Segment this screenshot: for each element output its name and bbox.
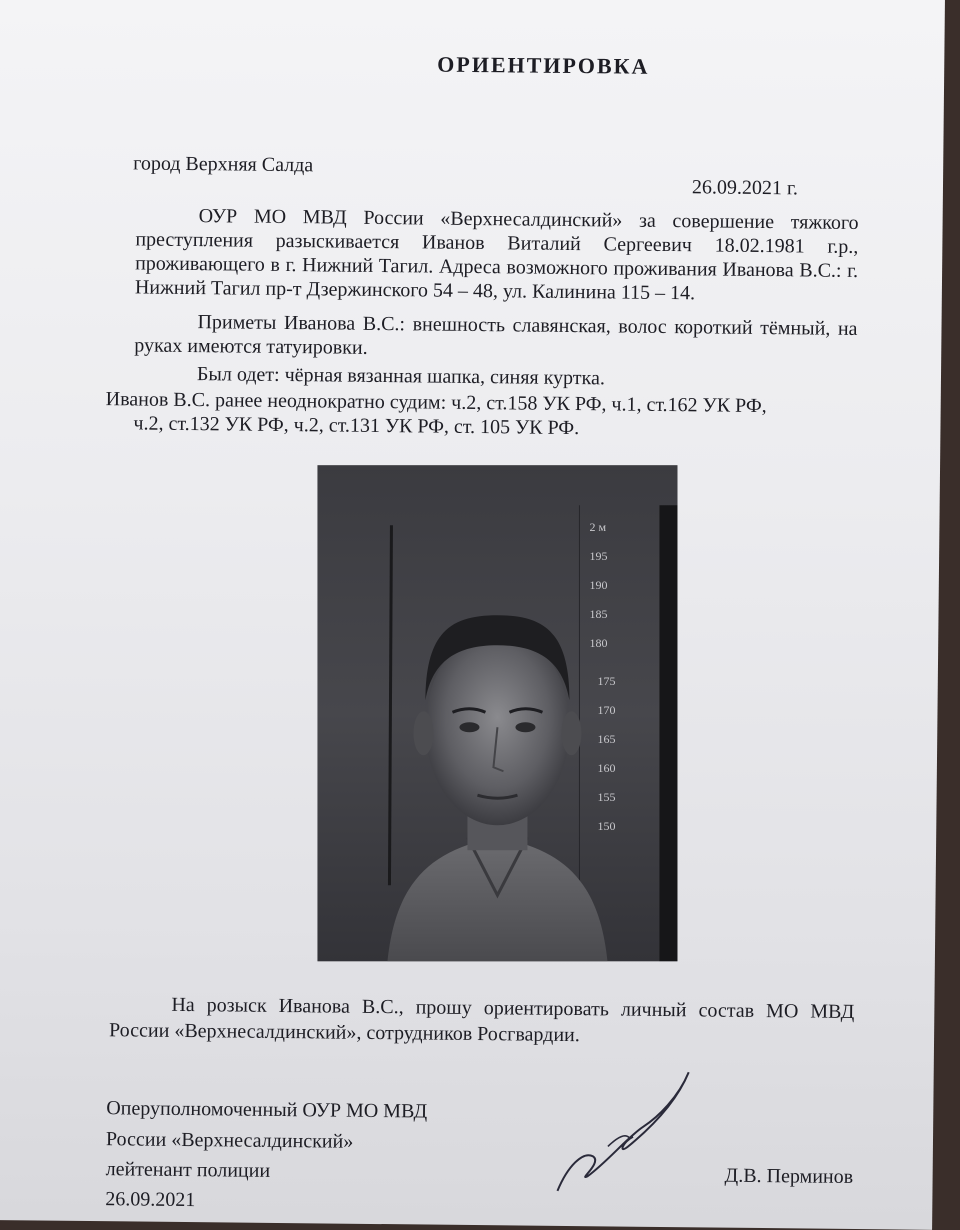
suspect-photo-image <box>317 465 677 961</box>
signature-position-line-1: Оперуполномоченный ОУР МО МВД <box>106 1097 428 1123</box>
signature-position-line-2: России «Верхнесалдинский» <box>105 1128 354 1153</box>
convictions-line-1: Иванов В.С. ранее неоднократно судим: ч.2, ст.158 УК РФ, ч.1, ст.162 УК РФ, <box>105 388 767 418</box>
paragraph-request: На розыск Иванова В.С., прошу ориентировать личный состав МО МВД России «Верхнесалдинский», сотрудников Росгвардии. <box>108 993 855 1047</box>
document-date: 26.09.2021 г. <box>691 176 799 200</box>
paragraph-description: Приметы Иванова В.С.: внешность славянская, волос короткий тёмный, на руках имеются татуировки. <box>134 311 858 359</box>
height-scale-label: 180 <box>589 636 608 651</box>
paragraph-clothing: Был одет: чёрная вязанная шапка, синяя куртка. <box>196 363 606 390</box>
city-label: город Верхняя Салда <box>133 152 314 177</box>
signer-name: Д.В. Перминов <box>724 1164 854 1188</box>
document-title: ОРИЕНТИРОВКА <box>437 51 650 79</box>
height-scale-label: 160 <box>597 761 616 776</box>
height-scale-label: 195 <box>589 549 608 564</box>
signature-rank: лейтенант полиции <box>105 1158 271 1182</box>
signature-date: 26.09.2021 <box>105 1188 196 1212</box>
height-scale-label: 185 <box>589 607 608 622</box>
height-scale-label: 165 <box>597 732 616 747</box>
height-scale-label: 190 <box>589 578 608 593</box>
height-scale-label: 150 <box>597 819 616 834</box>
height-scale-label: 2 м <box>589 520 607 535</box>
height-scale-label: 155 <box>597 790 616 805</box>
paragraph-main: ОУР МО МВД России «Верхнесалдинский» за совершение тяжкого преступления разыскивается Иванов Виталий Сергеевич 18.02.1981 г.р., проживающего в г. Нижний Тагил. Адреса возможного проживания Иванова В.С.: г. Нижний Тагил пр-т Дзержинского 54 – 48, ул. Калинина 115 – 14. <box>134 205 859 305</box>
handwritten-signature <box>547 1056 708 1198</box>
paragraph-convictions <box>105 387 865 443</box>
convictions-line-2: ч.2, ст.132 УК РФ, ч.2, ст.131 УК РФ, ст. 105 УК РФ. <box>133 412 580 440</box>
height-scale-label: 170 <box>597 703 616 718</box>
height-scale-label: 175 <box>597 674 616 689</box>
suspect-photo <box>317 465 677 961</box>
